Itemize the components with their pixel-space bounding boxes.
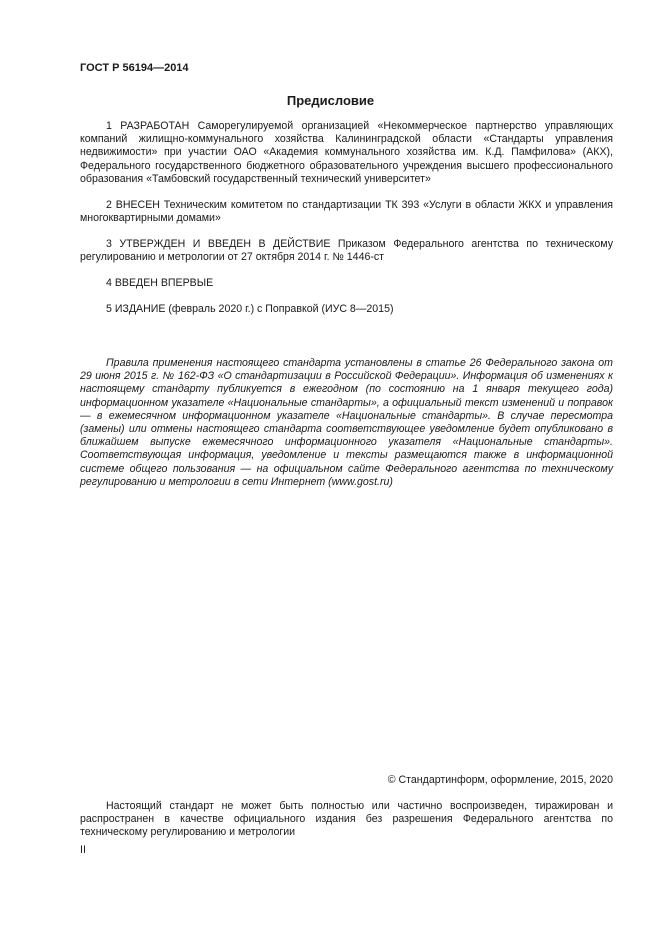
preface-item-2-text: 2 ВНЕСЕН Техническим комитетом по стандартизации ТК 393 «Услуги в области ЖКХ и управления многоквартирными домами»	[80, 199, 613, 225]
rules-note-text: Правила применения настоящего стандарта установлены в статье 26 Федерального закона от 29 июня 2015 г. № 162-ФЗ «О стандартизации в Российской Федерации». Информация об изменениях к настоящему стандарту публикуется в ежегодном (по состоянию на 1 января текущего года) информационном указателе «Национальные стандарты», а официальный текст изменений и поправок — в ежемесячном информационном указателе «Национальные стандарты». В случае пересмотра (замены) или отмены настоящего стандарта соответствующее уведомление будет опубликовано в ближайшем выпуске ежемесячного информационного указателя «Национальные стандарты». Соответствующая информация, уведомление и тексты размещаются также в информационной системе общего пользования — на официальном сайте Федерального агентства по техническому регулированию и метрологии в сети Интернет (www.gost.ru)	[80, 357, 613, 488]
reproduction-notice	[80, 800, 613, 840]
reproduction-notice-text: Настоящий стандарт не может быть полностью или частично воспроизведен, тиражирован и распространен в качестве официального издания без разрешения Федерального агентства по техническому регулированию и метрологии	[80, 800, 613, 839]
page-number: II	[80, 844, 86, 856]
preface-item-3	[80, 238, 613, 264]
preface-item-1-text: 1 РАЗРАБОТАН Саморегулируемой организацией «Некоммерческое партнерство управляющих компаний жилищно-коммунального хозяйства Калининградской области «Стандарты управления недвижимости» при участии ОАО «Академия коммунального хозяйства им. К.Д. Памфилова» (АКХ), Федерального государственного бюджетного образовательного учреждения высшего профессионального образования «Тамбовский государственный технический университет»	[80, 120, 613, 185]
document-code: ГОСТ Р 56194—2014	[80, 62, 189, 74]
preface-item-4	[80, 277, 613, 290]
preface-item-4-text: 4 ВВЕДЕН ВПЕРВЫЕ	[106, 277, 214, 289]
preface-item-3-text: 3 УТВЕРЖДЕН И ВВЕДЕН В ДЕЙСТВИЕ Приказом Федерального агентства по техническому регулированию и метрологии от 27 октября 2014 г. № 1446-ст	[80, 238, 613, 264]
preface-item-5-text: 5 ИЗДАНИЕ (февраль 2020 г.) с Поправкой (ИУС 8—2015)	[106, 303, 394, 315]
preface-item-2	[80, 199, 613, 225]
preface-item-1	[80, 120, 613, 186]
preface-title: Предисловие	[286, 93, 375, 108]
copyright-line: © Стандартинформ, оформление, 2015, 2020	[387, 774, 613, 786]
rules-note	[80, 357, 613, 489]
preface-item-5	[80, 303, 613, 316]
